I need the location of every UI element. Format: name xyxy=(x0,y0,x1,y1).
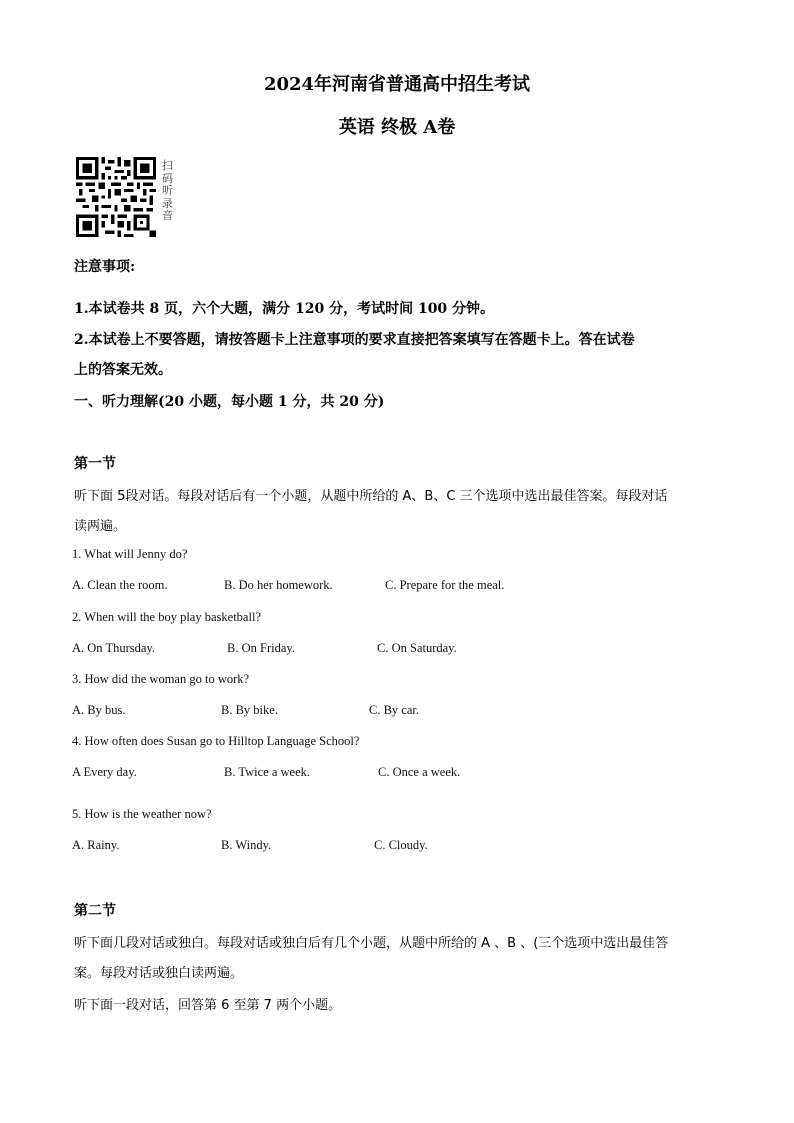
qr-code-icon xyxy=(76,157,156,237)
notes-item-2: 2.本试卷上不要答题，请按答题卡上注意事项的要求直接把答案填写在答题卡上。答在试卷 xyxy=(74,332,635,348)
part1-heading: 一、听力理解(20 小题，每小题 1 分，共 20 分) xyxy=(74,394,385,410)
question-1-option-c: C. Prepare for the meal. xyxy=(385,578,505,592)
question-4-option-a: A Every day. xyxy=(72,765,137,779)
question-2-option-a: A. On Thursday. xyxy=(72,641,155,655)
page-subtitle: 英语 终极 A卷 xyxy=(338,117,456,138)
question-3-option-a: A. By bus. xyxy=(72,703,126,717)
section2-instructions: 听下面几段对话或独白。每段对话或独白后有几个小题，从题中所给的 A 、B 、(三个选项中选出最佳答 xyxy=(74,936,669,951)
question-2-option-b: B. On Friday. xyxy=(227,641,295,655)
question-2: 2. When will the boy play basketball? xyxy=(72,610,261,624)
question-3: 3. How did the woman go to work? xyxy=(72,672,250,686)
question-4-option-b: B. Twice a week. xyxy=(224,765,311,779)
page-title: 2024年河南省普通高中招生考试 xyxy=(263,74,531,95)
question-1-option-b: B. Do her homework. xyxy=(224,578,333,592)
notes-heading: 注意事项: xyxy=(74,259,136,275)
question-4-option-c: C. Once a week. xyxy=(378,765,461,779)
question-5-option-b: B. Windy. xyxy=(221,838,272,852)
qr-label: 扫码听录音 xyxy=(162,159,173,222)
question-3-option-b: B. By bike. xyxy=(221,703,278,717)
question-1: 1. What will Jenny do? xyxy=(72,547,188,561)
section1-instructions-cont: 读两遍。 xyxy=(74,519,127,534)
question-5-option-c: C. Cloudy. xyxy=(374,838,428,852)
notes-item-1: 1.本试卷共 8 页，六个大题，满分 120 分，考试时间 100 分钟。 xyxy=(74,301,495,317)
section2-instructions-cont: 案。每段对话或独白读两遍。 xyxy=(74,966,244,981)
question-5-option-a: A. Rainy. xyxy=(72,838,120,852)
section1-instructions: 听下面 5段对话。每段对话后有一个小题，从题中所给的 A、B、C 三个选项中选出最佳答案。每段对话 xyxy=(74,489,668,504)
notes-item-2-cont: 上的答案无效。 xyxy=(74,362,172,378)
section1-heading: 第一节 xyxy=(74,456,116,472)
question-2-option-c: C. On Saturday. xyxy=(377,641,457,655)
section2-heading: 第二节 xyxy=(74,903,116,919)
question-5: 5. How is the weather now? xyxy=(72,807,212,821)
question-4: 4. How often does Susan go to Hilltop Language School? xyxy=(72,734,360,748)
question-3-option-c: C. By car. xyxy=(369,703,419,717)
section2-instructions-dialogue: 听下面一段对话，回答第 6 至第 7 两个小题。 xyxy=(74,998,342,1013)
question-1-option-a: A. Clean the room. xyxy=(72,578,168,592)
